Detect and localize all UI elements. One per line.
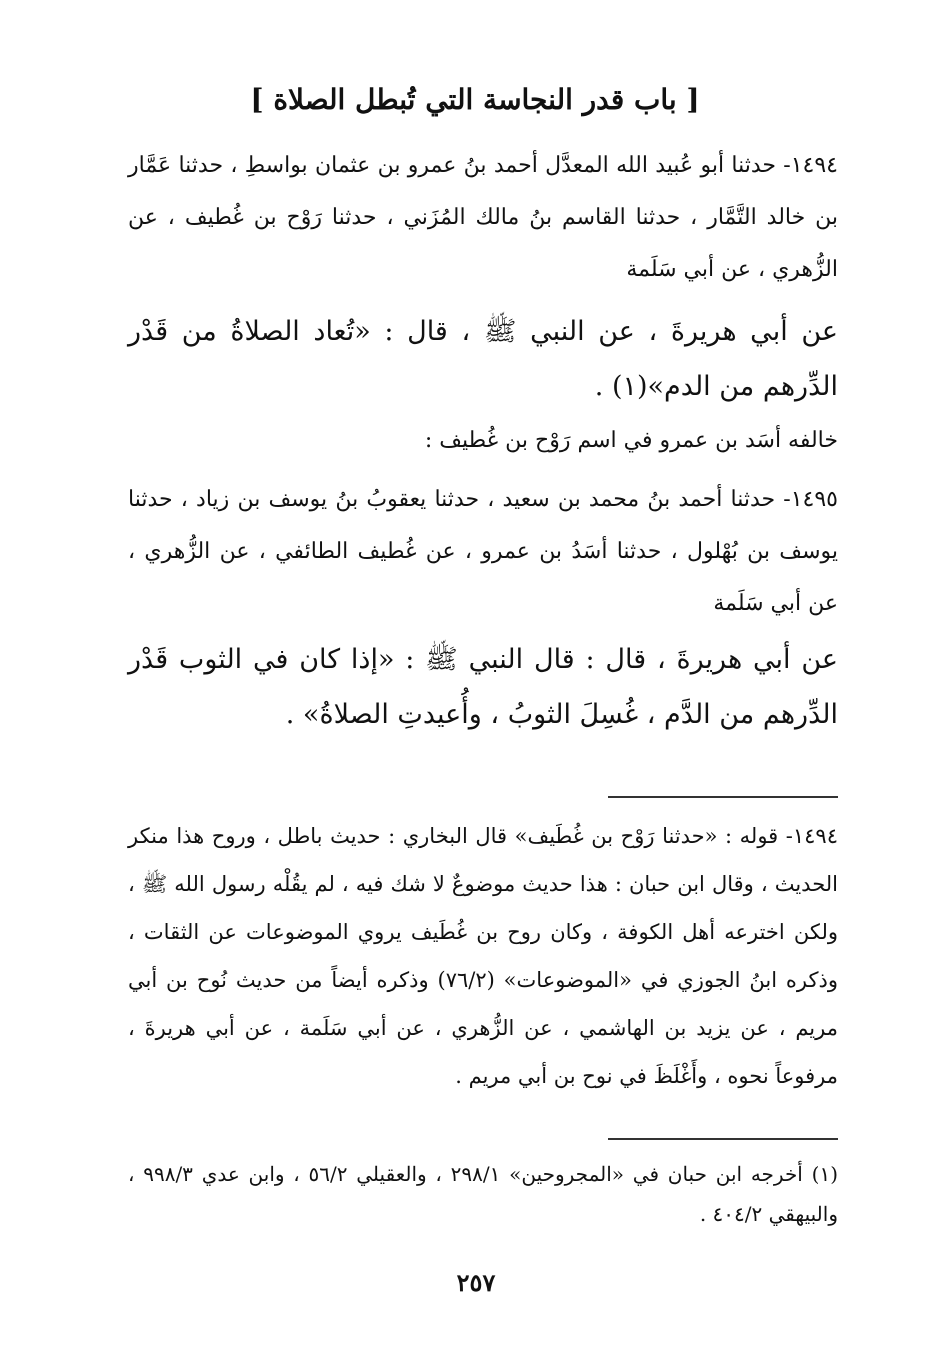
- chapter-title: [ باب قدر النجاسة التي تُبطل الصلاة ]: [250, 83, 700, 116]
- hadith-1494-isnad: ١٤٩٤- حدثنا أبو عُبيد الله المعدَّل أحمد بنُ عمرو بن عثمان بواسطِ ، حدثنا عَمَّار بن خالد التَّمَّار ، حدثنا القاسم بنُ مالك المُزَني ، حدثنا رَوْح بن غُطيف ، عن الزُّهري ، عن أبي سَلَمة: [128, 153, 838, 282]
- footnote-separator: [608, 1138, 838, 1140]
- note-variation: خالفه أسَد بن عمرو في اسم رَوْح بن غُطيف :: [424, 428, 838, 453]
- hadith-1494-matn: عن أبي هريرةَ ، عن النبي ﷺ ، قال : «تُعاد الصلاةُ من قَدْر الدِّرهم من الدم»(١) .: [128, 316, 838, 402]
- commentary-block: ١٤٩٤- قوله : «حدثنا رَوْح بن غُطَيف» قال البخاري : حديث باطل ، وروح هذا منكر الحديث ، وقال ابن حبان : هذا حديث موضوعٌ لا شك فيه ، لم يقُلْه رسول الله ﷺ ، ولكن اخترعه أهل الكوفة ، وكان روح بن غُطَيف يروي الموضوعات عن الثقات ، وذكره ابنُ الجوزي في «الموضوعات» (٧٦/٢) وذكره أيضاً من حديث نُوح بن أبي مريم ، عن يزيد بن الهاشمي ، عن الزُّهري ، عن أبي سَلَمة ، عن أبي هريرةَ ، مرفوعاً نحوه ، وأَغْلَظَ في نوح بن أبي مريم .: [128, 824, 838, 1088]
- commentary-separator: [608, 796, 838, 798]
- page-number: ٢٥٧: [456, 1268, 496, 1297]
- hadith-1495-matn: عن أبي هريرةَ ، قال : قال النبي ﷺ : «إذا كان في الثوب قَدْر الدِّرهم من الدَّم ، غُسِلَ الثوبُ ، وأُعيدتِ الصلاةُ» .: [128, 644, 838, 730]
- hadith-1495-isnad: ١٤٩٥- حدثنا أحمد بنُ محمد بن سعيد ، حدثنا يعقوبُ بنُ يوسف بن زياد ، حدثنا يوسف بن بُهْلول ، حدثنا أسَدُ بن عمرو ، عن غُطيف الطائفي ، عن الزُّهري ، عن أبي سَلَمة: [128, 487, 838, 616]
- footnote-block: (١) أخرجه ابن حبان في «المجروحين» ٢٩٨/١ ، والعقيلي ٥٦/٢ ، وابن عدي ٩٩٨/٣ ، والبيهقي ٤٠٤/٢ .: [128, 1162, 838, 1226]
